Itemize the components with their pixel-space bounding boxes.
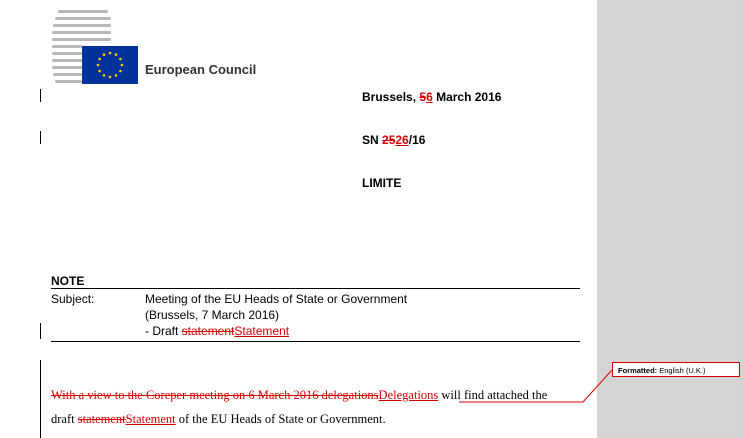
formatting-comment-balloon[interactable] [612,362,740,377]
subject-line: - Draft statementStatement [145,324,290,338]
deleted-text: 25 [382,133,396,147]
body-paragraph-line: With a view to the Coreper meeting on 6 March 2016 delegationsDelegations will find attached the [51,388,548,402]
inserted-text: 26 [395,133,409,147]
document-date: Brussels, 56 March 2016 [362,90,502,104]
deleted-text: 5 [419,90,427,104]
deleted-text: statement [77,412,126,426]
inserted-text: 6 [426,90,433,104]
classification-label: LIMITE [362,176,402,190]
comment-label: Formatted: [618,366,658,375]
inserted-text: Delegations [378,388,439,402]
deleted-text: statement [181,324,235,338]
subject-line: Meeting of the EU Heads of State or Government [145,292,408,306]
deleted-text: With a view to the Coreper meeting on 6 March 2016 delegations [51,388,379,402]
document-reference: SN 2526/16 [362,133,426,147]
inserted-text: Statement [234,324,290,338]
body-paragraph-line: draft statementStatement of the EU Heads of State or Government. [51,412,386,426]
organization-name: European Council [145,62,257,77]
subject-line: (Brussels, 7 March 2016) [145,308,280,322]
subject-label: Subject: [51,292,95,306]
inserted-text: Statement [125,412,176,426]
note-title: NOTE [51,274,85,288]
comment-value: English (U.K.) [657,366,706,375]
